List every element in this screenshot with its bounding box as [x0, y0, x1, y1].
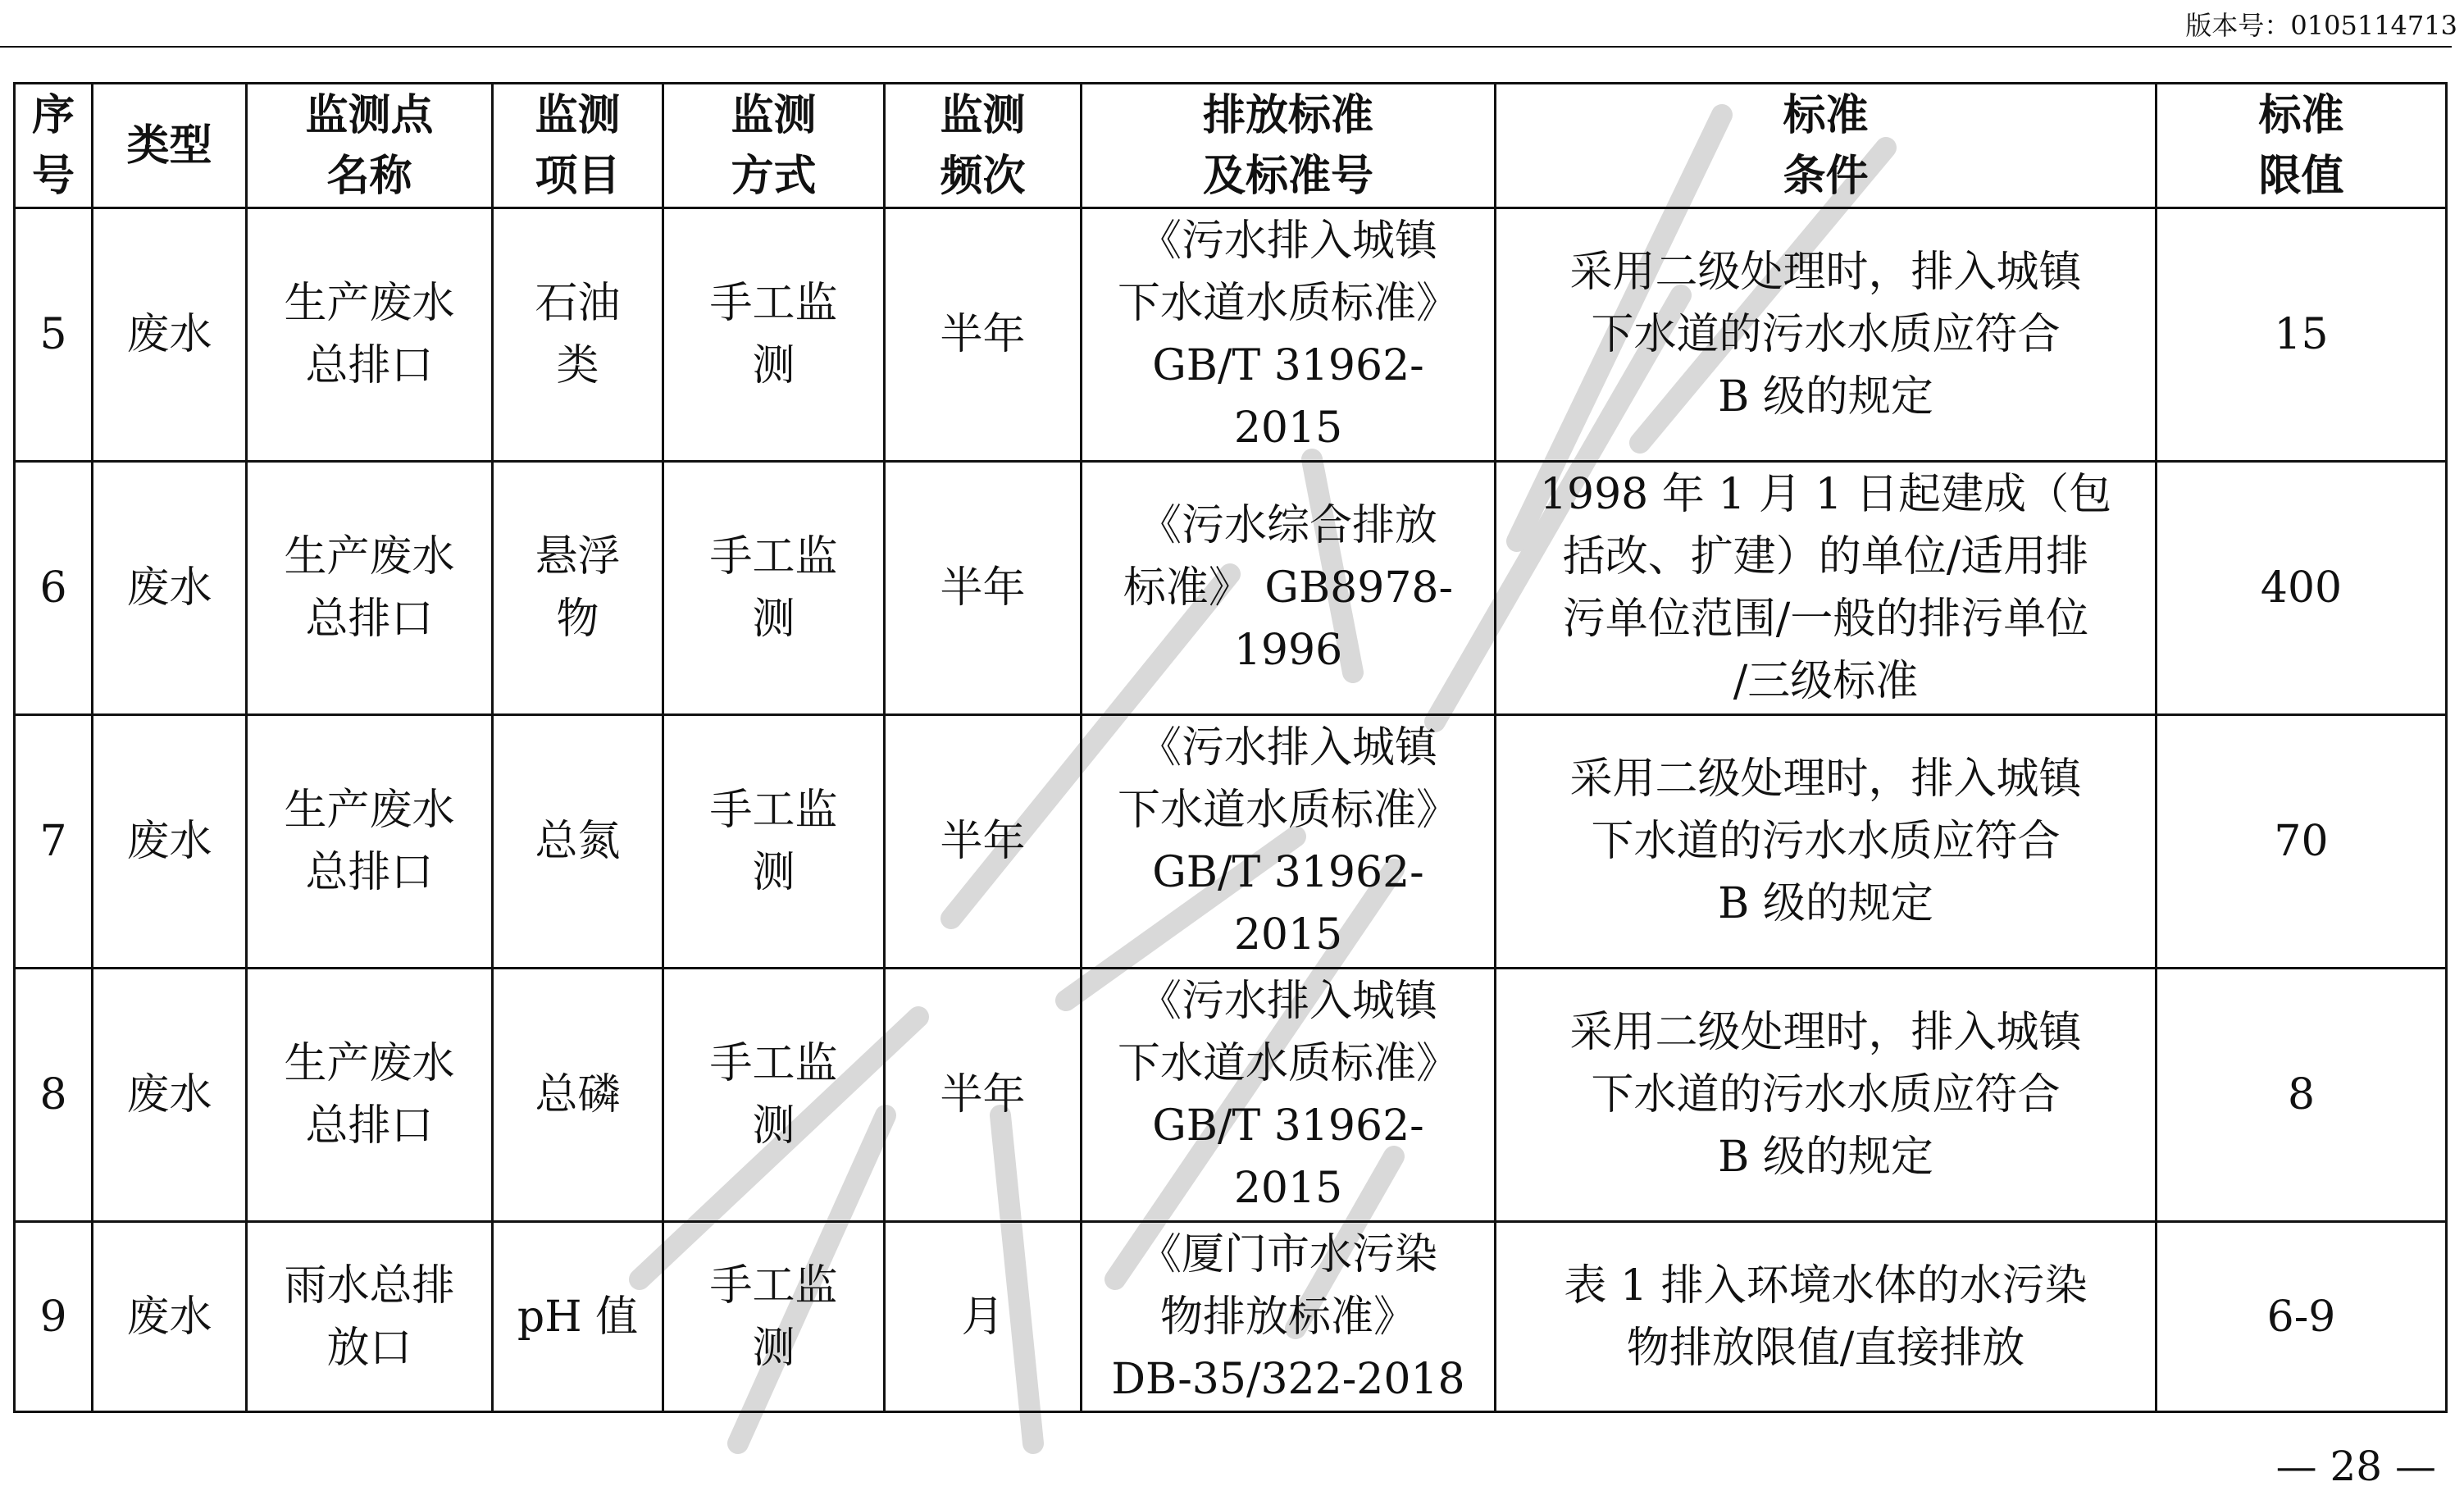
cell-no: 7: [15, 715, 93, 969]
cell-item: 石油 类: [493, 208, 663, 462]
cell-condition: 1998 年 1 月 1 日起建成（包 括改、扩建）的单位/适用排 污单位范围/一般的排污单位 /三级标准: [1496, 462, 2157, 715]
cell-method: 手工监 测: [663, 462, 885, 715]
table-row: [15, 1222, 2447, 1412]
cell-condition: 采用二级处理时，排入城镇 下水道的污水水质应符合 B 级的规定: [1496, 969, 2157, 1222]
header-no: 序 号: [15, 84, 93, 208]
cell-item: 总磷: [493, 969, 663, 1222]
table-row: [15, 208, 2447, 462]
cell-condition: 表 1 排入环境水体的水污染 物排放限值/直接排放: [1496, 1222, 2157, 1412]
header-item: 监测 项目: [493, 84, 663, 208]
cell-frequency: 月: [885, 1222, 1082, 1412]
cell-limit: 70: [2157, 715, 2447, 969]
cell-frequency: 半年: [885, 969, 1082, 1222]
cell-item: 总氮: [493, 715, 663, 969]
cell-type: 废水: [93, 969, 247, 1222]
header-method: 监测 方式: [663, 84, 885, 208]
cell-method: 手工监 测: [663, 208, 885, 462]
header-limit: 标准 限值: [2157, 84, 2447, 208]
header-frequency: 监测 频次: [885, 84, 1082, 208]
cell-limit: 15: [2157, 208, 2447, 462]
cell-no: 6: [15, 462, 93, 715]
cell-method: 手工监 测: [663, 969, 885, 1222]
cell-limit: 8: [2157, 969, 2447, 1222]
table-row: [15, 969, 2447, 1222]
cell-standard: 《污水排入城镇 下水道水质标准》 GB/T 31962- 2015: [1082, 969, 1496, 1222]
cell-standard: 《厦门市水污染 物排放标准》 DB-35/322-2018: [1082, 1222, 1496, 1412]
cell-point: 生产废水 总排口: [247, 969, 493, 1222]
cell-type: 废水: [93, 462, 247, 715]
table-header-row: [15, 84, 2447, 208]
cell-limit: 6-9: [2157, 1222, 2447, 1412]
cell-point: 生产废水 总排口: [247, 462, 493, 715]
cell-method: 手工监 测: [663, 1222, 885, 1412]
cell-frequency: 半年: [885, 462, 1082, 715]
header-condition: 标准 条件: [1496, 84, 2157, 208]
cell-limit: 400: [2157, 462, 2447, 715]
header-rule: [0, 46, 2452, 48]
monitoring-table: [13, 82, 2448, 1413]
cell-type: 废水: [93, 715, 247, 969]
cell-frequency: 半年: [885, 208, 1082, 462]
header-point-name: 监测点 名称: [247, 84, 493, 208]
cell-point: 生产废水 总排口: [247, 208, 493, 462]
cell-condition: 采用二级处理时，排入城镇 下水道的污水水质应符合 B 级的规定: [1496, 715, 2157, 969]
cell-type: 废水: [93, 1222, 247, 1412]
cell-point: 生产废水 总排口: [247, 715, 493, 969]
cell-type: 废水: [93, 208, 247, 462]
table-row: [15, 462, 2447, 715]
cell-no: 5: [15, 208, 93, 462]
cell-condition: 采用二级处理时，排入城镇 下水道的污水水质应符合 B 级的规定: [1496, 208, 2157, 462]
cell-standard: 《污水排入城镇 下水道水质标准》 GB/T 31962- 2015: [1082, 208, 1496, 462]
cell-standard: 《污水综合排放 标准》 GB8978- 1996: [1082, 462, 1496, 715]
cell-no: 8: [15, 969, 93, 1222]
cell-item: 悬浮 物: [493, 462, 663, 715]
header-type: 类型: [93, 84, 247, 208]
table-row: [15, 715, 2447, 969]
page-number: — 28 —: [2275, 1443, 2436, 1490]
cell-item: pH 值: [493, 1222, 663, 1412]
header-standard: 排放标准 及标准号: [1082, 84, 1496, 208]
cell-no: 9: [15, 1222, 93, 1412]
version-number: 版本号：0105114713: [2185, 10, 2457, 41]
cell-method: 手工监 测: [663, 715, 885, 969]
cell-standard: 《污水排入城镇 下水道水质标准》 GB/T 31962- 2015: [1082, 715, 1496, 969]
cell-point: 雨水总排 放口: [247, 1222, 493, 1412]
cell-frequency: 半年: [885, 715, 1082, 969]
